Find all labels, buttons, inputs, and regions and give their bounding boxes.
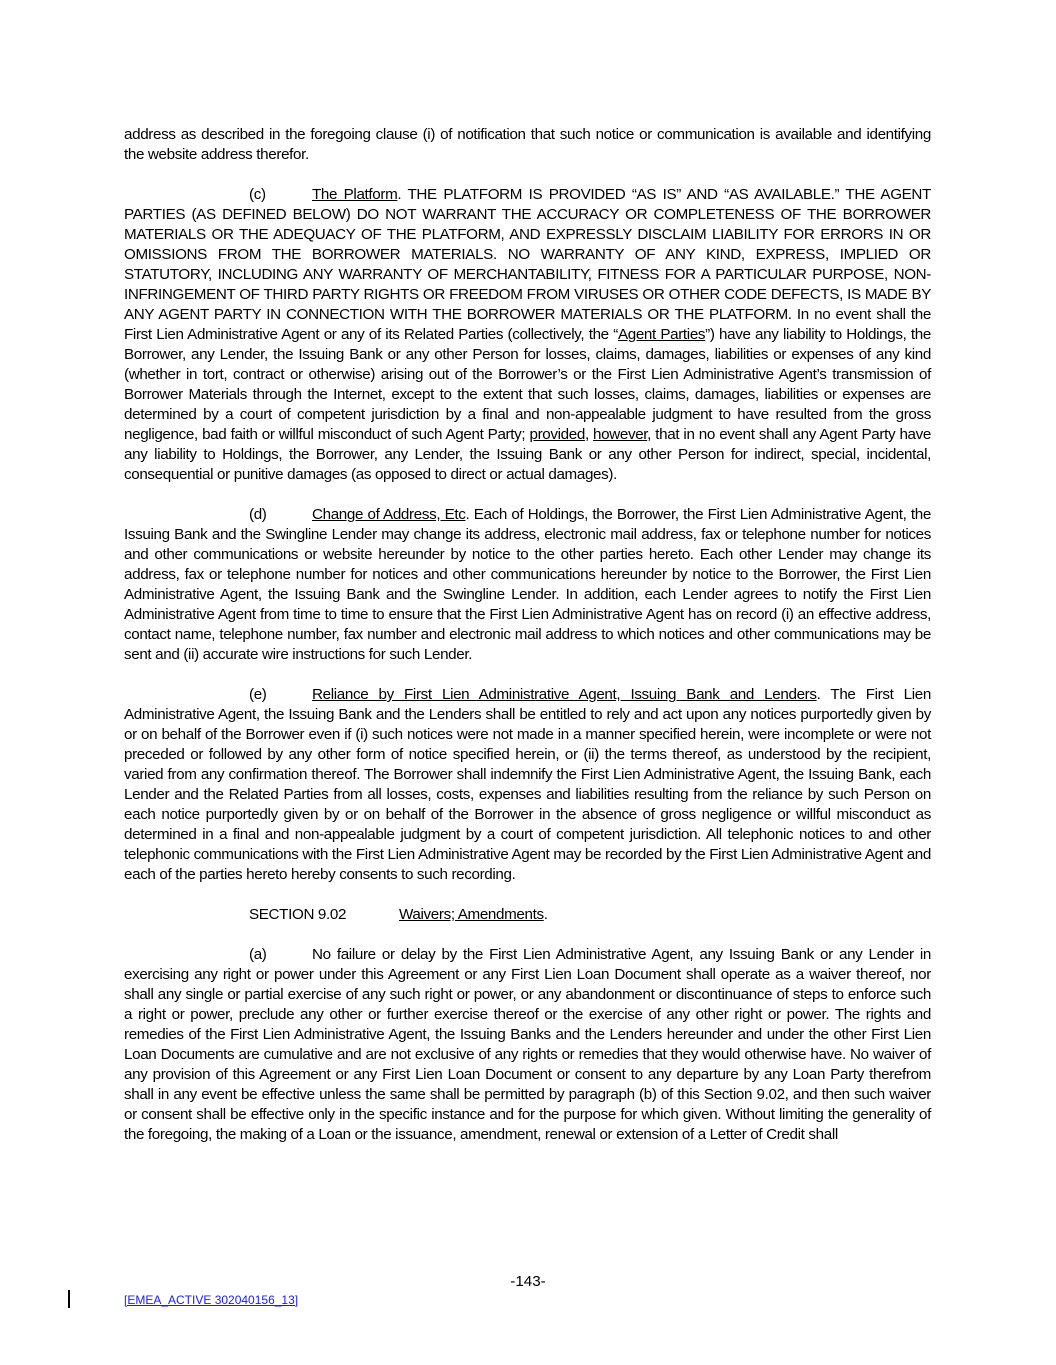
paragraph-c-text-3: , that in no event shall any Agent Party have any liability to Holdings, the Borrower, any Lender, the Issuing Bank or any other Person for indirect, special, incidental, consequential or punitive damages (as opposed to direct or actual damages). xyxy=(124,426,931,483)
paragraph-a xyxy=(124,945,931,1145)
defined-term-agent-parties: Agent Parties xyxy=(617,326,706,343)
paragraph-c-heading: The Platform xyxy=(312,186,398,203)
paragraph-e-text: . The First Lien Administrative Agent, the Issuing Bank and the Lenders shall be entitled to rely and act upon any notices purportedly given by or on behalf of the Borrower even if (i) such notices were not made in a manner specified herein, were incomplete or were not preceded or followed by any other form of notice specified herein, or (ii) the terms thereof, as understood by the recipient, varied from any confirmation thereof. The Borrower shall indemnify the First Lien Administrative Agent, the Issuing Bank, each Lender and the Related Parties from all losses, costs, expenses and liabilities resulting from the reliance by such Person on each notice purportedly given by or on behalf of the Borrower in the absence of gross negligence or willful misconduct as determined in a final and non-appealable judgment by a court of competent jurisdiction. All telephonic notices to and other telephonic communications with the First Lien Administrative Agent may be recorded by the First Lien Administrative Agent and each of the parties hereto hereby consents to such recording. xyxy=(124,686,931,883)
paragraph-c-text-2: ”) have any liability to Holdings, the Borrower, any Lender, the Issuing Bank or any other Person for losses, claims, damages, liabilities or expenses of any kind (whether in tort, contract or otherwise) arising out of the Borrower’s or the First Lien Administrative Agent’s transmission of Borrower Materials through the Internet, except to the extent that such losses, claims, damages, liabilities or expenses are determined by a court of competent jurisdiction by a final and non-appealable judgment to have resulted from the gross negligence, bad faith or willful misconduct of such Agent Party; xyxy=(124,326,931,443)
section-title-period: . xyxy=(543,906,548,923)
paragraph-e-heading: Reliance by First Lien Administrative Agent, Issuing Bank and Lenders xyxy=(312,686,817,703)
document-body xyxy=(124,125,931,1165)
document-id-link[interactable]: [EMEA_ACTIVE 302040156_13] xyxy=(124,1293,299,1307)
however-term: however xyxy=(593,426,648,443)
paragraph-d-text: . Each of Holdings, the Borrower, the First Lien Administrative Agent, the Issuing Bank and the Swingline Lender may change its address, electronic mail address, fax or telephone number for notices and other communications or website hereunder by notice to the other parties hereto. Each other Lender may change its address, fax or telephone number for notices and other communications hereunder by notice to the Borrower, the First Lien Administrative Agent, the Issuing Bank and the Swingline Lender. In addition, each Lender agrees to notify the First Lien Administrative Agent from time to time to ensure that the First Lien Administrative Agent has on record (i) an effective address, contact name, telephone number, fax number and electronic mail address to which notices and other communications may be sent and (ii) accurate wire instructions for such Lender. xyxy=(124,506,931,663)
paragraph-a-text: No failure or delay by the First Lien Administrative Agent, any Issuing Bank or any Lender in exercising any right or power under this Agreement or any First Lien Loan Document shall operate as a waiver thereof, nor shall any single or partial exercise of any such right or power, or any abandonment or discontinuance of steps to enforce such a right or power, preclude any other or further exercise thereof or the exercise of any other right or power. The rights and remedies of the First Lien Administrative Agent, the Issuing Banks and the Lenders hereunder and under the other First Lien Loan Documents are cumulative and are not exclusive of any rights or remedies that they would otherwise have. No waiver of any provision of this Agreement or any First Lien Loan Document or consent to any departure by any Loan Party therefrom shall in any event be effective unless the same shall be permitted by paragraph (b) of this Section 9.02, and then such waiver or consent shall be effective only in the specific instance and for the purpose for which given. Without limiting the generality of the foregoing, the making of a Loan or the issuance, amendment, renewal or extension of a Letter of Credit shall xyxy=(124,946,931,1143)
paragraph-e-label: (e) xyxy=(249,686,267,703)
paragraph-c-comma: , xyxy=(584,426,594,443)
paragraph-c-label: (c) xyxy=(249,186,266,203)
section-title: Waivers; Amendments xyxy=(399,906,544,923)
paragraph-e xyxy=(124,685,931,885)
provided-term: provided xyxy=(529,426,585,443)
paragraph-a-label: (a) xyxy=(249,946,267,963)
paragraph-c xyxy=(124,185,931,485)
page-number: -143- xyxy=(510,1273,546,1290)
section-number: SECTION 9.02 xyxy=(249,906,347,923)
section-heading xyxy=(249,905,931,925)
paragraph-d-heading: Change of Address, Etc xyxy=(312,506,466,523)
paragraph-d xyxy=(124,505,931,665)
paragraph-c-text-1: . THE PLATFORM IS PROVIDED “AS IS” AND “AS AVAILABLE.” THE AGENT PARTIES (AS DEFINED BELOW) DO NOT WARRANT THE ACCURACY OR COMPLETENESS OF THE BORROWER MATERIALS OR THE ADEQUACY OF THE PLATFORM, AND EXPRESSLY DISCLAIM LIABILITY FOR ERRORS IN OR OMISSIONS FROM THE BORROWER MATERIALS. NO WARRANTY OF ANY KIND, EXPRESS, IMPLIED OR STATUTORY, INCLUDING ANY WARRANTY OF MERCHANTABILITY, FITNESS FOR A PARTICULAR PURPOSE, NON-INFRINGEMENT OF THIRD PARTY RIGHTS OR FREEDOM FROM VIRUSES OR OTHER CODE DEFECTS, IS MADE BY ANY AGENT PARTY IN CONNECTION WITH THE BORROWER MATERIALS OR THE PLATFORM. In no event shall the First Lien Administrative Agent or any of its Related Parties (collectively, the “ xyxy=(124,186,931,343)
continuation-text: address as described in the foregoing clause (i) of notification that such notice or communication is available and identifying the website address therefor. xyxy=(124,126,931,163)
continuation-paragraph xyxy=(124,125,931,165)
paragraph-d-label: (d) xyxy=(249,506,267,523)
change-bar xyxy=(68,1290,70,1308)
